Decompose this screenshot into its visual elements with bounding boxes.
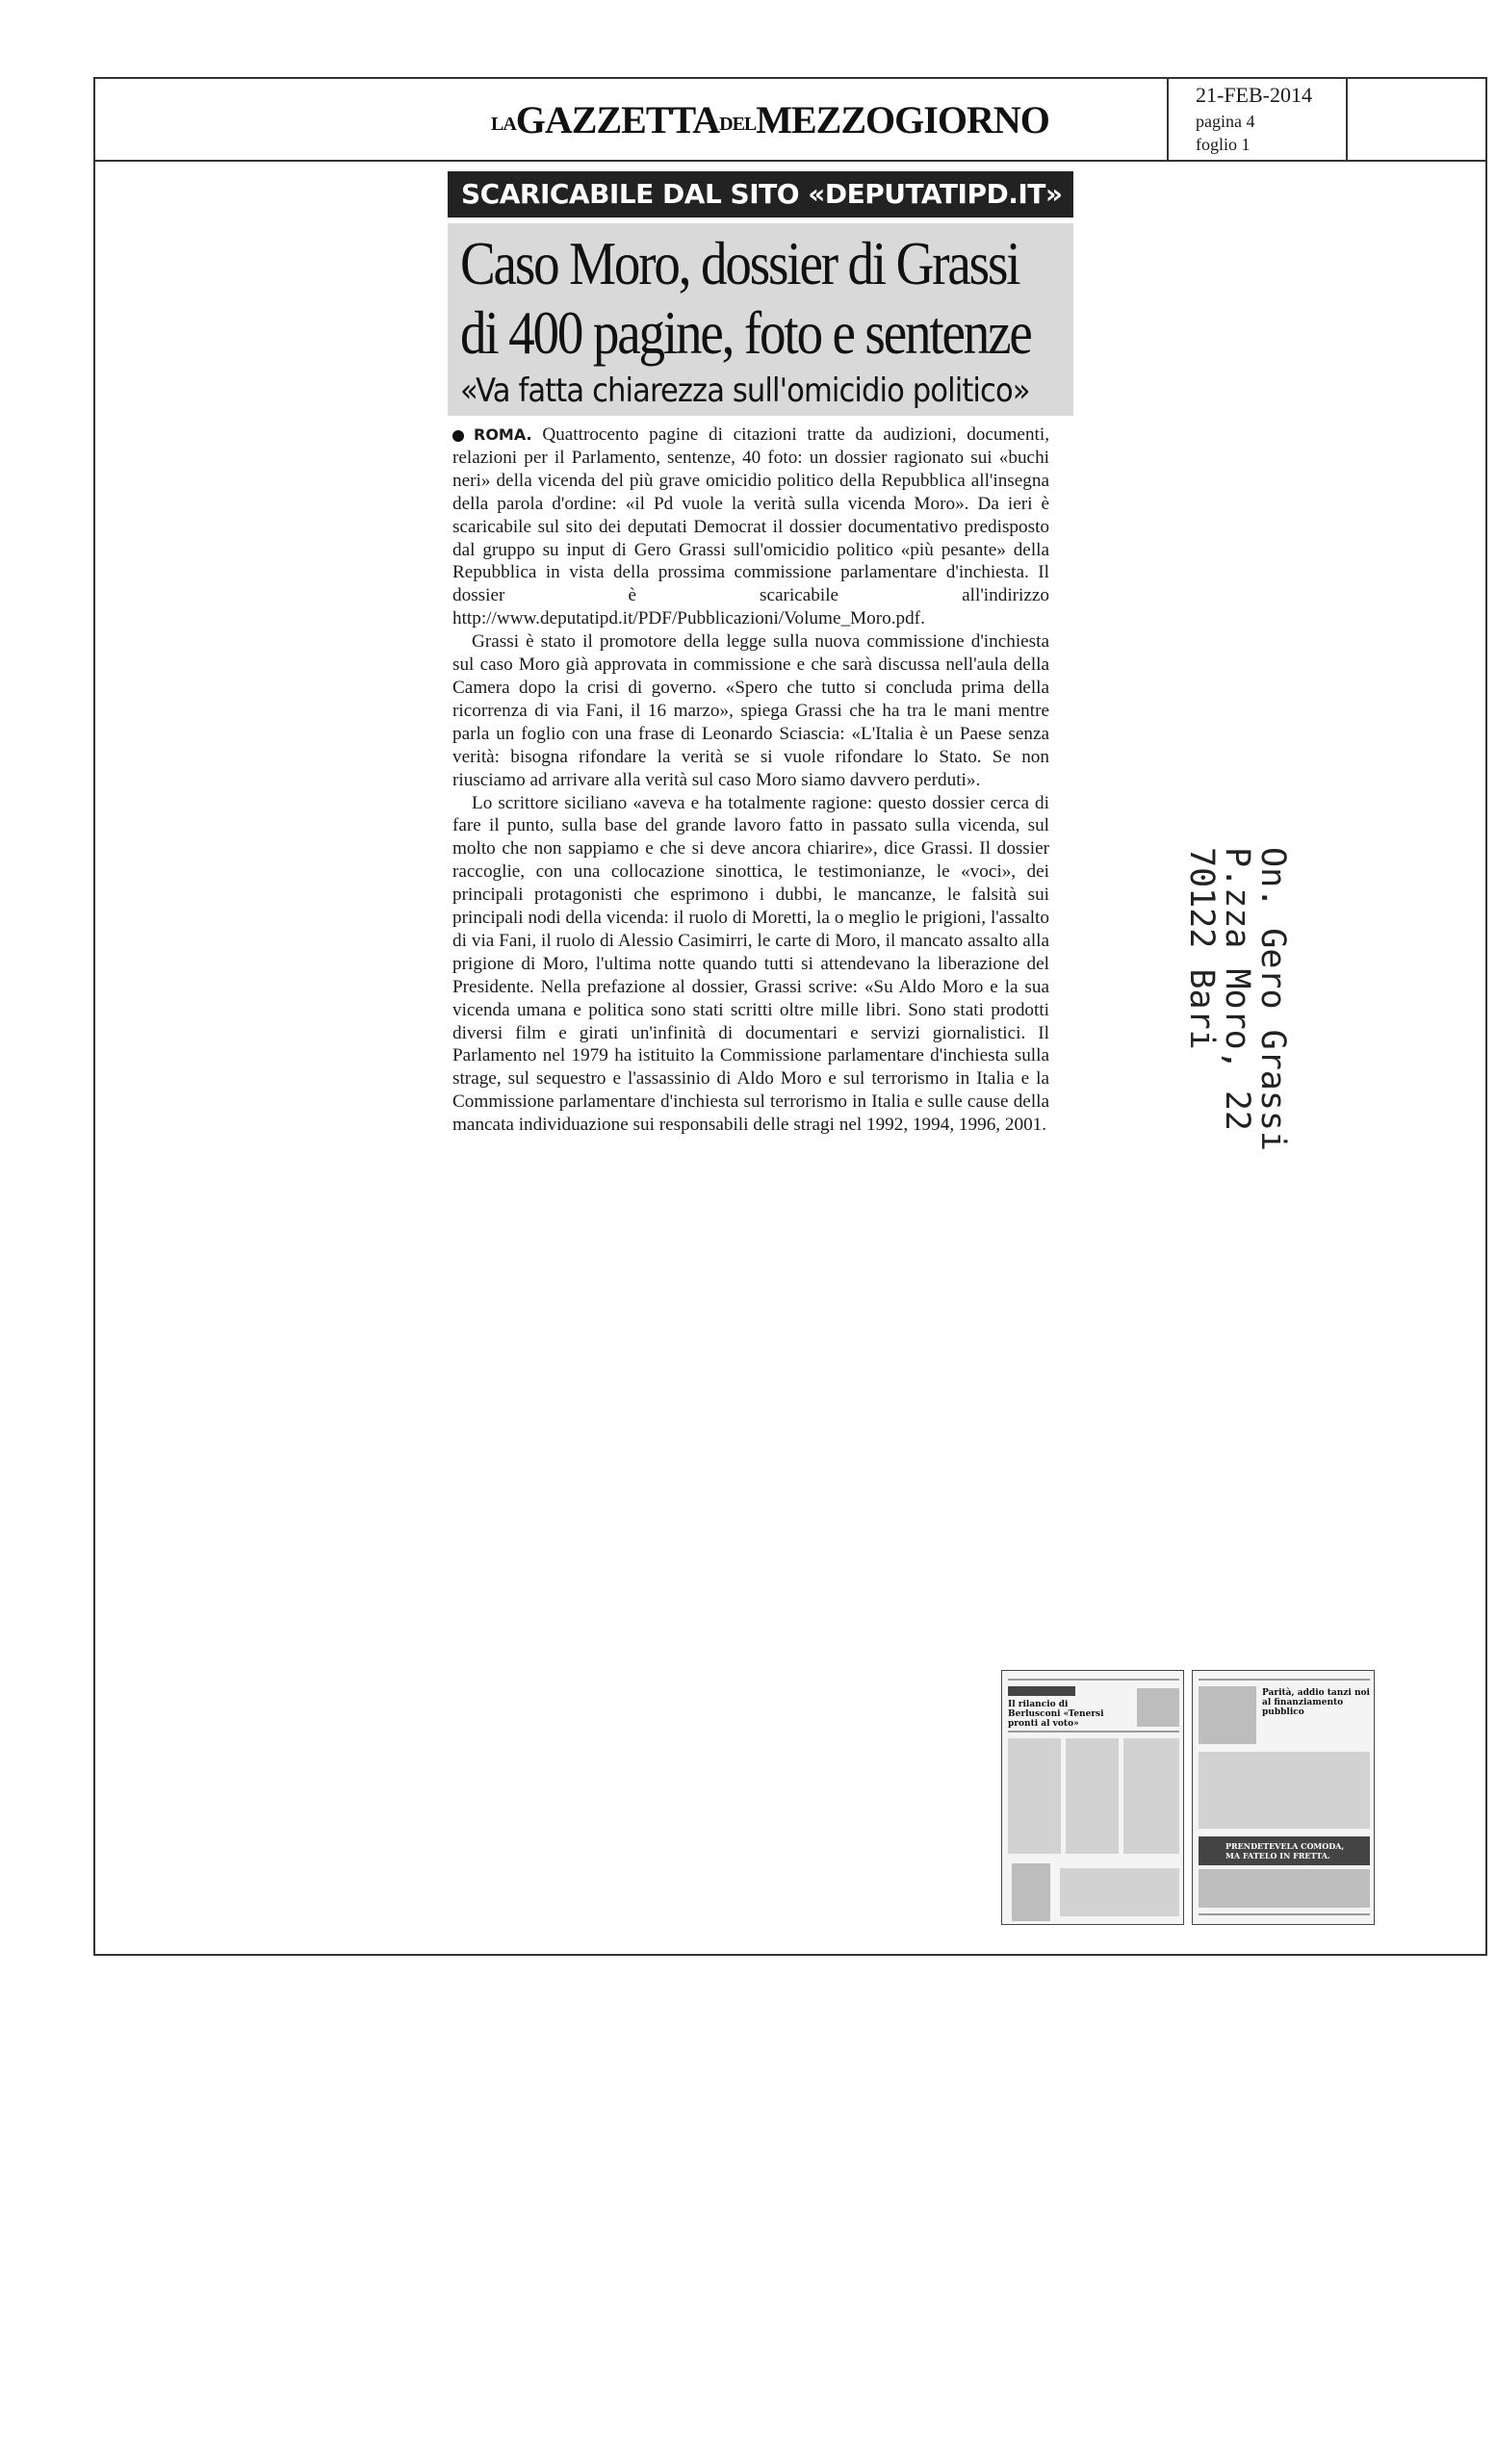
masthead-del: DEL bbox=[719, 113, 757, 135]
article-paragraph-1 bbox=[452, 424, 1049, 630]
article-title bbox=[460, 229, 1031, 368]
article-paragraph-3: Lo scrittore siciliano «aveva e ha totalmente ragione: questo dossier cerca di fare il punto, sulla base del grande lavoro fatto in passato sulla vicenda, sul molto che non sappiamo e che si deve ancora chiarire», dice Grassi. Il dossier raccoglie, con una collocazione sinottica, le testimonianze, le «voci», dei principali protagonisti che esprimono i dubbi, le mancanze, le falsità sui principali nodi della vicenda: il ruolo di Moretti, la o meglio le prigioni, l'assalto di via Fani, il ruolo di Alessio Casimirri, le carte di Moro, il mancato assalto alla prigione di Moro, l'ultima notte quando tutti si attendevano la liberazione del Presidente. Nella prefazione al dossier, Grassi scrive: «Su Aldo Moro e la sua vicenda umana e politica sono stati scritti oltre mille libri. Sono stati prodotti diversi film e girati un'infinità di documentari e servizi giornalistici. Il Parlamento nel 1979 ha istituito la Commissione parlamentare d'inchiesta sulla strage, sul sequestro e l'assassinio di Aldo Moro e sul terrorismo in Italia e la Commissione parlamentare d'inchiesta sul terrorismo in Italia e sulle cause della mancata individuazione sui responsabili delle stragi nel 1992, 1994, 1996, 2001. bbox=[452, 792, 1049, 1136]
bullet-icon bbox=[452, 430, 464, 442]
page-thumbnail-right bbox=[1192, 1670, 1375, 1925]
paragraph-1-text: Quattrocento pagine di citazioni tratte da audizioni, documenti, relazioni per il Parlamento, sentenze, 40 foto: un dossier ragionato sui «buchi neri» della vicenda del più grave omicidio politico della Repubblica all'insegna della parola d'ordine: «il Pd vuole la verità sulla vicenda Moro». Da ieri è scaricabile sul sito dei deputati Democrat il dossier documentativo predisposto dal gruppo su input di Gero Grassi sull'omicidio politico «più pesante» della Repubblica in vista della prossima commissione parlamentare d'inchiesta. Il dossier è scaricabile all'indirizzo http://www.deputatipd.it/PDF/Pubblicazioni/Volume_Moro.pdf. bbox=[452, 424, 1049, 629]
masthead-gazzetta: GAZZETTA bbox=[515, 98, 720, 141]
thumb-ad-text: PRENDETEVELA COMODA, MA FATELO IN FRETTA. bbox=[1225, 1841, 1345, 1861]
thumb-portrait bbox=[1012, 1863, 1050, 1921]
masthead-mezzogiorno: MEZZOGIORNO bbox=[756, 98, 1049, 141]
stamp-city: 70122 Bari bbox=[1182, 847, 1221, 1050]
issue-date: 21-FEB-2014 bbox=[1196, 83, 1312, 107]
newspaper-masthead bbox=[491, 96, 1049, 144]
article-subtitle: «Va fatta chiarezza sull'omicidio politico» bbox=[460, 372, 1030, 410]
article-paragraph-2: Grassi è stato il promotore della legge sulla nuova commissione d'inchiesta sul caso Moro già approvata in commissione e che sarà discussa nell'aula della Camera dopo la crisi di governo. «Spero che tutto si concluda prima della ricorrenza di via Fani, il 16 marzo», spiega Grassi che ha tra le mani mentre parla un foglio con una frase di Leonardo Sciascia: «L'Italia è un Paese senza verità: bisogna rifondare la verità se si vuole rifondare lo Stato. Se non riusciamo ad arrivare alla verità sul caso Moro siamo davvero perduti». bbox=[452, 631, 1049, 790]
masthead-prefix: LA bbox=[491, 113, 516, 135]
article-kicker: SCARICABILE DAL SITO «DEPUTATIPD.IT» bbox=[448, 171, 1073, 218]
stamp-name: On. Gero Grassi bbox=[1253, 847, 1292, 1152]
thumb-column bbox=[1123, 1738, 1179, 1854]
sheet-number: foglio 1 bbox=[1196, 135, 1251, 154]
thumb-rule bbox=[1008, 1731, 1179, 1732]
dateline: ROMA. bbox=[474, 425, 532, 444]
thumb-rule bbox=[1008, 1679, 1179, 1681]
title-line-2: di 400 pagine, foto e sentenze bbox=[460, 298, 1031, 367]
thumb-kicker bbox=[1008, 1686, 1075, 1696]
date-box bbox=[1167, 77, 1348, 162]
page-number: pagina 4 bbox=[1196, 112, 1255, 131]
address-stamp bbox=[1146, 847, 1290, 1155]
thumb-column bbox=[1199, 1752, 1370, 1829]
thumb-headline: Parità, addio tanzi noi al finanziamento pubblico bbox=[1262, 1688, 1370, 1717]
article-body bbox=[452, 424, 1049, 1137]
thumb-photo bbox=[1199, 1686, 1256, 1744]
thumb-ad-cars bbox=[1199, 1869, 1370, 1908]
thumb-rule bbox=[1199, 1679, 1370, 1681]
thumb-headline: Il rilancio di Berlusconi «Tenersi pronti al voto» bbox=[1008, 1700, 1104, 1729]
page-thumbnail-left bbox=[1001, 1670, 1184, 1925]
title-line-1: Caso Moro, dossier di Grassi bbox=[460, 229, 1019, 297]
thumb-column bbox=[1066, 1738, 1119, 1854]
stamp-street: P.zza Moro, 22 bbox=[1218, 847, 1256, 1132]
thumb-column bbox=[1060, 1868, 1179, 1916]
thumb-photo bbox=[1137, 1688, 1179, 1727]
thumb-rule bbox=[1199, 1913, 1370, 1915]
thumb-column bbox=[1008, 1738, 1061, 1854]
